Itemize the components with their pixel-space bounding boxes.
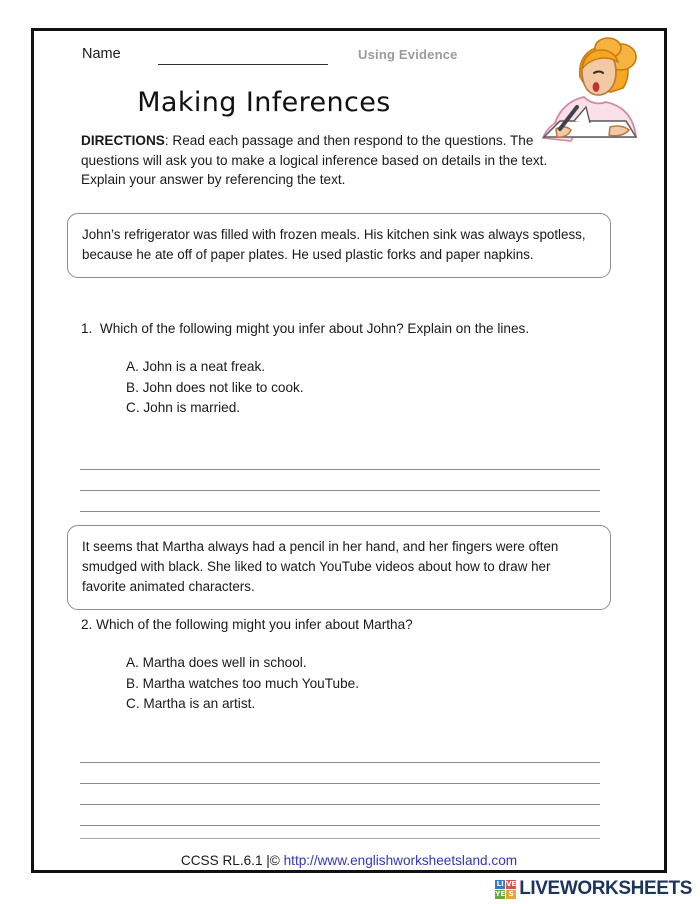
answer-line[interactable]	[80, 511, 600, 512]
answer-line[interactable]	[80, 783, 600, 784]
question-block-1	[81, 319, 601, 419]
answer-line[interactable]	[80, 804, 600, 805]
answer-lines-2[interactable]	[80, 762, 600, 826]
logo-tile-3: YE	[495, 889, 506, 898]
subject-label: Using Evidence	[358, 47, 458, 62]
choice-list-2	[81, 653, 601, 715]
footer-divider	[80, 838, 600, 839]
choice-item-2a[interactable]: A. Martha does well in school.	[126, 655, 307, 670]
liveworksheets-logo	[495, 878, 692, 900]
header-row	[82, 43, 502, 69]
question-block-2	[81, 615, 601, 715]
name-write-in-line[interactable]	[158, 64, 328, 65]
choice-item-1a[interactable]: A. John is a neat freak.	[126, 359, 266, 374]
directions-text	[81, 131, 571, 190]
choice-item-1b[interactable]: B. John does not like to cook.	[126, 379, 304, 395]
question-text-1: 1. Which of the following might you infer about John? Explain on the lines.	[81, 321, 530, 336]
worksheet-content	[34, 31, 664, 870]
answer-line[interactable]	[80, 825, 600, 826]
liveworksheets-wordmark: LIVEWORKSHEETS	[519, 878, 692, 899]
ccss-standard-label: CCSS RL.6.1 |©	[180, 853, 284, 868]
answer-line[interactable]	[80, 490, 600, 491]
name-label: Name	[82, 46, 121, 62]
choice-item-2c[interactable]: C. Martha is an artist.	[126, 696, 256, 711]
worksheet-page-frame	[31, 28, 667, 873]
answer-line[interactable]	[80, 762, 600, 763]
source-url-link[interactable]: http://www.englishworksheetsland.com	[283, 853, 518, 868]
logo-tile-4: S	[506, 890, 516, 899]
passage-box-1: John’s refrigerator was filled with frozen meals. His kitchen sink was always spotless, because he ate off of paper plates. He used plastic forks and paper napkins.	[67, 213, 611, 278]
answer-lines-1[interactable]	[80, 469, 600, 512]
choice-list-1	[81, 357, 601, 419]
footer-credit	[34, 853, 664, 868]
directions-label: DIRECTIONS	[81, 133, 165, 148]
student-writing-illustration	[522, 33, 662, 145]
logo-tile-1: LI	[496, 879, 504, 888]
logo-tile-2: VE	[506, 879, 517, 888]
passage-box-2: It seems that Martha always had a pencil in her hand, and her fingers were often smudged with black. She liked to watch YouTube videos about how to draw her favorite animated characters.	[67, 525, 611, 610]
question-text-2: 2. Which of the following might you infer about Martha?	[81, 617, 413, 632]
choice-item-2b[interactable]: B. Martha watches too much YouTube.	[126, 675, 359, 691]
directions-body: : Read each passage and then respond to the questions. The questions will ask you to make a logical inference based on details in the text. Explain your answer by referencing the text.	[81, 133, 548, 187]
page-title: Making Inferences	[137, 87, 391, 118]
liveworksheets-logo-tiles	[495, 880, 516, 899]
answer-line[interactable]	[80, 469, 600, 470]
choice-item-1c[interactable]: C. John is married.	[126, 400, 241, 415]
